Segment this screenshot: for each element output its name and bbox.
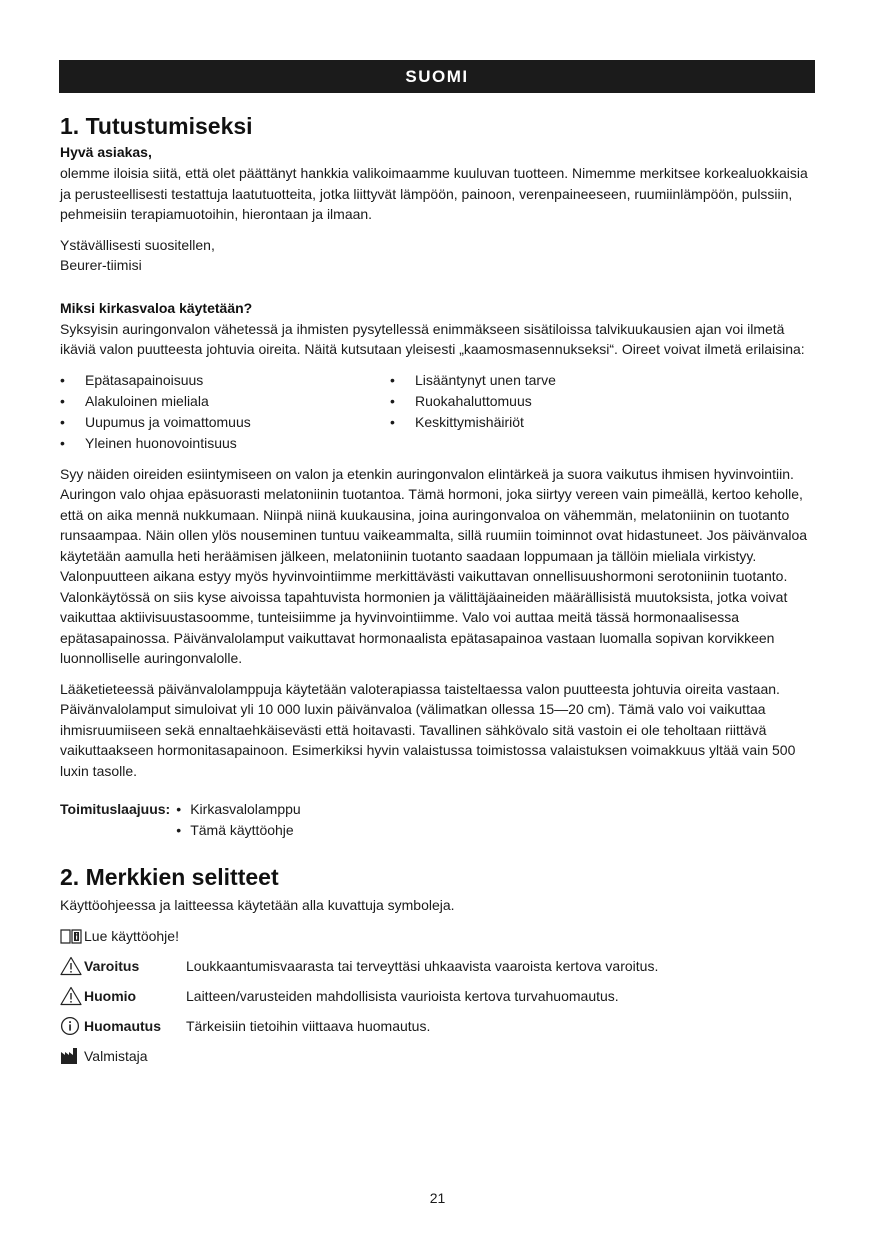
list-item: • Uupumus ja voimattomuus (60, 412, 390, 433)
language-banner (59, 60, 815, 93)
section2-title: 2. Merkkien selitteet (60, 864, 279, 890)
warning-label: Varoitus (84, 957, 140, 974)
list-item: • Lisääntynyt unen tarve (390, 370, 556, 391)
intro-paragraph: olemme iloisia siitä, että olet päättänyt hankkia valikoimaamme kuuluvan tuotteen. Nimemme merkitsee korkealuokkaisia ja perusteellisesti testattuja laatutuotteita, jotka liittyvät lämpöön, painoon, verenpaineeseen, ruumiinlämpöön, pulssiin, pehmeisiin terapiamuotoihin, hierontaan ja ilmaan. (60, 165, 808, 222)
symbol-row-manufacturer (60, 1046, 812, 1066)
delivery-contents (60, 799, 812, 841)
medical-paragraph: Lääketieteessä päivänvalolamppuja käytetään valoterapiassa taisteltaessa valon puutteesta johtuvia oireita vastaan. Päivänvalolamput simuloivat yli 10 000 luxin päivänvaloa (välimatkan ollessa 15—20 cm). Tämä valo voi vaikuttaa ihmisruumiiseen sekä ennaltaehkäisevästi että hoitavasti. Tavallinen sähkövalo sitä vastoin ei ole teholtaan riittävä vaikuttaakseen hormonitasapainoon. Esimerkiksi hyvin valaistussa toimistossa valaistuksen voimakkuus yltää vain 500 luxin tasolle. (60, 680, 796, 779)
manual-book-icon (60, 926, 84, 946)
delivery-list (176, 799, 301, 841)
regards: Ystävällisesti suositellen, (60, 236, 215, 253)
symbol-row-caution (60, 986, 812, 1006)
note-text: Tärkeisiin tietoihin viittaava huomautus. (186, 1017, 431, 1034)
section1-title: 1. Tutustumiseksi (60, 113, 253, 139)
warning-text: Loukkaantumisvaarasta tai terveyttäsi uhkaavista vaaroista kertova varoitus. (186, 957, 659, 974)
greeting: Hyvä asiakas, (60, 144, 152, 160)
list-item: • Keskittymishäiriöt (390, 412, 556, 433)
list-item: • Alakuloinen mieliala (60, 391, 390, 412)
language-title: SUOMI (405, 66, 469, 86)
symptom-list-left (60, 370, 390, 454)
cause-paragraph: Syy näiden oireiden esiintymiseen on valon ja etenkin auringonvalon elintärkeä ja suora vaikutus ihmisen hyvinvointiin. Auringon valo ohjaa epäsuorasti melatoniinin tuotantoa. Tämä hormoni, joka siirtyy vereen vain pimeällä, kertoo keholle, että on aika mennä nukkumaan. Niinpä niinä kuukausina, joina auringonvaloa on vähemmän, melatoniinin on tuotanto runsaampaa. Näin ollen ylös nouseminen tuntuu vaikeammalta, sillä ruumiin toiminnot ovat hidastuneet. Jos päivänvaloa käytetään aamulla heti heräämisen jälkeen, melatoniinin tuotanto saadaan loppumaan ja tällöin mieliala virkistyy. Valonpuutteen aikana estyy myös hyvinvointiimme merkittävästi vaikuttavan onnellisuushormoni serotoniinin tuotanto. Valonkäytössä on siis kyse aivoissa tapahtuvista hormonien ja välittäjäaineiden määrällisistä muutoksista, jotka voivat vaikuttaa aktiivisuustasoomme, tunteisiimme ja hyvinvointiimme. Valo voi auttaa meitä tässä hormonaalisessa epätasapainossa. Päivänvalolamput vaikuttavat hormonaalista epätasapainoa vastaan luomalla sopivan korvikkeen luonnolliselle auringonvalolle. (60, 465, 808, 666)
read-manual-text: Lue käyttöohje! (84, 927, 179, 944)
list-item: • Ruokahaluttomuus (390, 391, 556, 412)
delivery-label: Toimituslaajuus: (60, 801, 171, 817)
caution-text: Laitteen/varusteiden mahdollisista vaurioista kertova turvahuomautus. (186, 987, 619, 1004)
page-content (60, 112, 812, 1066)
symptom-lists (60, 370, 812, 454)
caution-label: Huomio (84, 987, 137, 1004)
warning-triangle-icon (60, 956, 84, 976)
symbol-row-warning (60, 956, 812, 976)
list-item: • Tämä käyttöohje (176, 820, 301, 841)
list-item: • Kirkasvalolamppu (176, 799, 301, 820)
caution-triangle-icon (60, 986, 84, 1006)
list-item: • Epätasapainoisuus (60, 370, 390, 391)
note-label: Huomautus (84, 1017, 161, 1034)
symbols-intro: Käyttöohjeessa ja laitteessa käytetään alla kuvattuja symboleja. (60, 897, 455, 913)
symbol-row-note (60, 1016, 812, 1036)
symbol-row-read-manual (60, 926, 812, 946)
symptom-list-right (390, 370, 556, 454)
why-paragraph: Syksyisin auringonvalon vähetessä ja ihmisten pysytellessä enimmäkseen sisätiloissa talvikuukausien ajan voi ilmetä ikäviä valon puutteesta johtuvia oireita. Näitä kutsutaan yleisesti „kaamosmasennukseksi“. Oireet voivat ilmetä erilaisina: (60, 320, 805, 357)
manufacturer-factory-icon (60, 1046, 84, 1066)
list-item: • Yleinen huonovointisuus (60, 433, 390, 454)
why-heading: Miksi kirkasvaloa käytetään? (60, 299, 253, 316)
team-signature: Beurer-tiimisi (60, 257, 142, 273)
info-circle-icon (60, 1016, 84, 1036)
page-number: 21 (429, 1190, 446, 1206)
manufacturer-text: Valmistaja (84, 1047, 148, 1064)
